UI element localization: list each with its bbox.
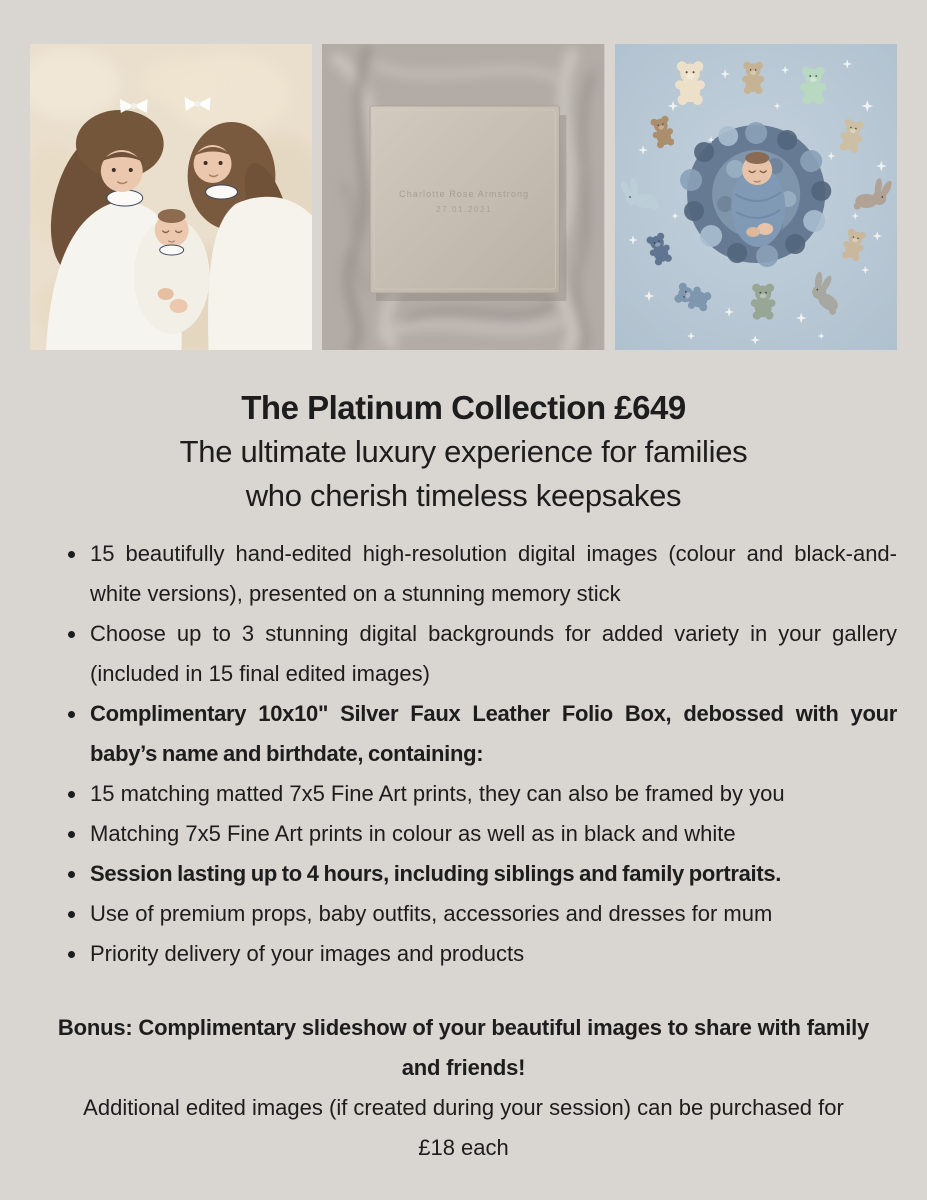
feature-text: Use of premium props, baby outfits, accessories and dresses for mum: [90, 901, 773, 926]
features-list: [62, 534, 897, 974]
photo-siblings-with-newborn: [30, 44, 312, 350]
page-subtitle-line2: who cherish timeless keepsakes: [245, 478, 682, 513]
teddy-bear: [675, 61, 705, 105]
feature-item: [62, 534, 897, 614]
bonus-note: Bonus: Complimentary slideshow of your beautiful images to share with family and friends!: [57, 1015, 870, 1080]
deboss-date: 27.01.2021: [436, 205, 493, 214]
feature-item: [62, 814, 897, 854]
feature-item: [62, 614, 897, 694]
feature-text: 15 matching matted 7x5 Fine Art prints, they can also be framed by you: [90, 781, 785, 806]
feature-item: [62, 854, 897, 894]
photo-folio-box: [322, 44, 604, 350]
photo-newborn-teddy-circle: [615, 44, 897, 350]
folio-box-illustration: [322, 44, 604, 350]
newborn-teddies-illustration: [615, 44, 897, 350]
feature-text: Choose up to 3 stunning digital backgrounds for added variety in your gallery (included in 15 final edited images): [90, 621, 897, 686]
photo-strip: [0, 0, 927, 350]
teddy-bear: [750, 284, 775, 320]
teddy-bear: [800, 67, 826, 105]
bullet-icon: [68, 791, 75, 798]
deboss-name: Charlotte Rose Armstrong: [399, 189, 530, 199]
page-subtitle-line1: The ultimate luxury experience for families: [179, 434, 748, 469]
page-title: The Platinum Collection £649: [241, 389, 686, 426]
feature-item: [62, 894, 897, 934]
bullet-icon: [68, 911, 75, 918]
folio-box: [370, 106, 559, 293]
bullet-icon: [68, 631, 75, 638]
feature-text: Complimentary 10x10" Silver Faux Leather Folio Box, debossed with your baby’s name and birthdate, containing:: [90, 701, 897, 766]
bullet-icon: [68, 551, 75, 558]
bullet-icon: [68, 711, 75, 718]
feature-item: [62, 694, 897, 774]
additional-purchase-note: Additional edited images (if created during your session) can be purchased for £18 each: [83, 1095, 844, 1160]
feature-item: [62, 774, 897, 814]
siblings-photo-illustration: [30, 44, 312, 350]
feature-text: 15 beautifully hand-edited high-resolution digital images (colour and black-and-white versions), presented on a stunning memory stick: [90, 541, 897, 606]
bullet-icon: [68, 831, 75, 838]
feature-text: Priority delivery of your images and products: [90, 941, 525, 966]
feature-text: Matching 7x5 Fine Art prints in colour as well as in black and white: [90, 821, 736, 846]
bullet-icon: [68, 871, 75, 878]
teddy-bear: [742, 62, 764, 94]
bullet-icon: [68, 951, 75, 958]
feature-text: Session lasting up to 4 hours, including siblings and family portraits.: [90, 861, 782, 886]
feature-item: [62, 934, 897, 974]
